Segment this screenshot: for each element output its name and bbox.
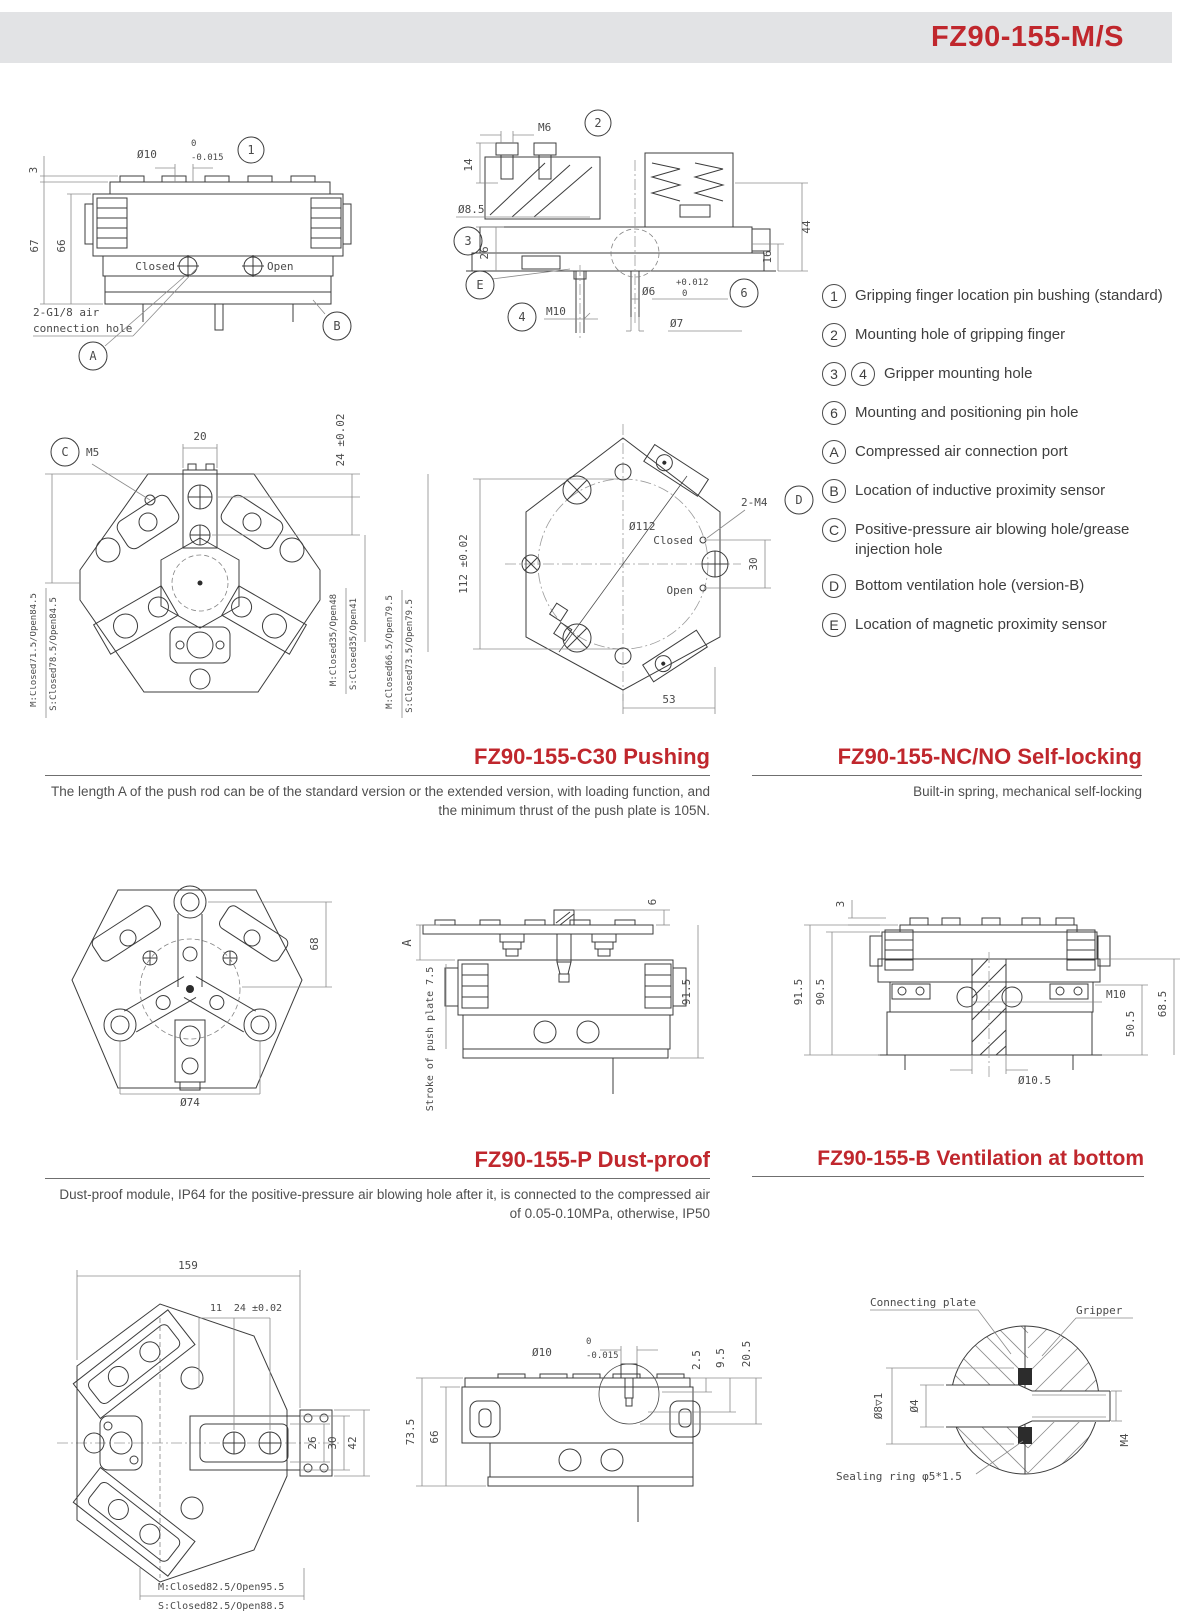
drawing-bottom-view (435, 402, 835, 727)
page-header-banner (0, 12, 1172, 63)
dim-dia10-tol-upper: 0 (191, 139, 197, 149)
dim-30: 30 (326, 1436, 339, 1450)
dim-24: 24 ±0.02 (334, 413, 347, 467)
dim-2m4: 2-M4 (741, 496, 768, 509)
callout-3-label: 3 (464, 234, 472, 248)
legend-item-2 (822, 325, 1174, 347)
legend-key-1: 1 (822, 284, 846, 308)
section-pushing-rule (45, 775, 710, 776)
callout-1 (238, 137, 264, 163)
legend-text-3-4: Gripper mounting hole (884, 365, 1033, 382)
legend-key-4: 4 (851, 362, 875, 386)
dim-dia4: Ø4 (908, 1399, 921, 1413)
legend-text-C: Positive-pressure air blowing hole/grease injection hole (855, 521, 1130, 558)
label-stroke-of-push-plate: Stroke of push plate 7.5 (425, 966, 436, 1112)
legend-text-D: Bottom ventilation hole (version-B) (855, 577, 1085, 594)
dim-dia6-tol-upper: +0.012 (676, 278, 709, 288)
legend-item-E (822, 615, 1174, 637)
legend-text-2: Mounting hole of gripping finger (855, 326, 1066, 343)
legend-text-A: Compressed air connection port (855, 443, 1068, 460)
legend-item-C (822, 520, 1174, 559)
section-dust-proof (45, 1147, 710, 1223)
section-ventilation (752, 1147, 1144, 1183)
callout-1-label: 1 (247, 143, 255, 157)
dim-2-5: 2.5 (690, 1350, 703, 1370)
callout-D-label: D (795, 493, 803, 507)
dim-68-5: 68.5 (1156, 990, 1169, 1018)
drawing-front-view (25, 108, 420, 373)
dim-91-5: 91.5 (792, 978, 805, 1006)
dim-dia8-5: Ø8.5 (458, 203, 485, 216)
front-view-geometry (85, 176, 351, 330)
dim-66: 66 (55, 239, 68, 253)
callout-C (51, 438, 79, 466)
legend-key-C: C (822, 518, 846, 542)
dim-dia6-tol-lower: 0 (682, 289, 688, 299)
section-self-locking (752, 744, 1142, 801)
section-self-locking-title: FZ90-155-NC/NO Self-locking (837, 744, 1142, 769)
dim-dia7: Ø7 (670, 317, 684, 330)
travel-s: S:Closed82.5/Open88.5 (158, 1601, 285, 1611)
section-pushing (45, 744, 710, 820)
dim-20: 20 (193, 430, 207, 443)
travel-right-m: M:Closed66.5/Open79.5 (385, 595, 395, 709)
dim-66: 66 (428, 1430, 441, 1444)
callout-D (785, 486, 813, 514)
dim-53: 53 (662, 693, 676, 706)
section-dust-proof-title: FZ90-155-P Dust-proof (474, 1147, 710, 1172)
drawing-ventilation-detail (828, 1258, 1193, 1488)
dim-30: 30 (747, 557, 760, 571)
travel-mid-m: M:Closed35/Open48 (329, 593, 339, 687)
callout-A (79, 342, 107, 370)
label-air-line1: 2-G1/8 air (33, 306, 100, 319)
pushing-top-geometry (72, 886, 302, 1090)
dim-14: 14 (462, 158, 475, 172)
label-air-line2: connection hole (33, 322, 133, 335)
drawing-section-view (430, 105, 845, 370)
dim-dia74: Ø74 (180, 1096, 200, 1109)
label-open: Open (666, 584, 693, 597)
dust-side-dim-lines (416, 1346, 762, 1486)
section-dust-proof-rule (45, 1178, 710, 1179)
top-view-geometry (80, 464, 320, 692)
label-sealing-ring: Sealing ring φ5*1.5 (836, 1470, 962, 1483)
section-dust-proof-description: Dust-proof module, IP64 for the positive-pressure air blowing hole after it, is connected to the compressed air of 0.05-0.10MPa, otherwise, IP50 (59, 1187, 710, 1222)
callout-6 (730, 279, 758, 307)
dim-67: 67 (28, 239, 41, 253)
section-self-locking-description: Built-in spring, mechanical self-locking (913, 784, 1142, 799)
dim-44: 44 (800, 220, 813, 234)
travel-mid-s: S:Closed35/Open41 (349, 597, 359, 691)
callout-2 (585, 110, 611, 136)
travel-left-m: M:Closed71.5/Open84.5 (30, 593, 39, 707)
callout-legend (822, 286, 1174, 654)
dim-dia10-tol-upper: 0 (586, 1337, 592, 1347)
legend-item-D (822, 576, 1174, 598)
legend-text-E: Location of magnetic proximity sensor (855, 616, 1107, 633)
dim-26: 26 (478, 246, 491, 260)
travel-m: M:Closed82.5/Open95.5 (158, 1582, 285, 1593)
callout-E-label: E (476, 278, 484, 292)
section-pushing-title: FZ90-155-C30 Pushing (474, 744, 710, 769)
section-self-locking-rule (752, 775, 1142, 776)
travel-right-s: S:Closed73.5/Open79.5 (405, 599, 415, 713)
dim-16: 16 (761, 250, 774, 264)
section-view-geometry (466, 143, 776, 333)
legend-text-1: Gripping finger location pin bushing (standard) (855, 287, 1163, 304)
callout-C-label: C (61, 445, 69, 459)
dim-11: 11 (209, 1303, 223, 1314)
dim-112: 112 ±0.02 (457, 534, 470, 594)
label-closed: Closed (135, 260, 175, 273)
drawing-top-view (30, 402, 435, 727)
legend-item-3-4 (822, 364, 1174, 386)
legend-key-3: 3 (822, 362, 846, 386)
dim-dia10: Ø10 (532, 1346, 552, 1359)
label-gripper: Gripper (1076, 1304, 1123, 1317)
dust-side-geometry (462, 1364, 700, 1522)
dim-m6: M6 (538, 121, 552, 134)
callout-4 (508, 303, 536, 331)
legend-text-6: Mounting and positioning pin hole (855, 404, 1079, 421)
legend-key-6: 6 (822, 401, 846, 425)
legend-key-B: B (822, 479, 846, 503)
dim-dia10-tol-lower: -0.015 (586, 1351, 619, 1361)
drawing-self-locking-side-view (790, 852, 1200, 1092)
drawing-pushing-top-view (50, 848, 360, 1110)
dim-m5: M5 (86, 446, 100, 459)
dim-3: 3 (27, 166, 40, 174)
callout-A-label: A (89, 349, 97, 363)
pushing-side-dim-lines (416, 910, 704, 1058)
dim-50-5: 50.5 (1124, 1010, 1137, 1038)
dim-m10: M10 (1106, 988, 1126, 1001)
dim-3: 3 (834, 900, 847, 908)
legend-text-B: Location of inductive proximity sensor (855, 482, 1106, 499)
dim-90-5: 90.5 (814, 978, 827, 1006)
dim-m10: M10 (546, 305, 566, 318)
dim-159: 159 (178, 1259, 198, 1272)
drawing-pushing-side-view (400, 852, 710, 1120)
legend-key-2: 2 (822, 323, 846, 347)
callout-4-label: 4 (518, 310, 526, 324)
legend-item-6 (822, 403, 1174, 425)
bottom-view-dim-lines (473, 479, 771, 714)
dim-dia10: Ø10 (137, 148, 157, 161)
label-connecting-plate: Connecting plate (870, 1296, 976, 1309)
dim-m4: M4 (1118, 1433, 1131, 1447)
dim-dia6: Ø6 (642, 285, 656, 298)
dim-68: 68 (308, 937, 321, 951)
callout-B (323, 312, 351, 340)
section-ventilation-rule (752, 1176, 1144, 1177)
top-view-dim-lines (45, 444, 428, 718)
drawing-dust-proof-side-view (400, 1282, 795, 1577)
section-ventilation-title: FZ90-155-B Ventilation at bottom (817, 1147, 1144, 1170)
dim-A: A (400, 939, 414, 947)
dim-91-5: 91.5 (680, 978, 693, 1006)
callout-6-label: 6 (740, 286, 748, 300)
travel-left-s: S:Closed78.5/Open84.5 (49, 597, 59, 711)
label-open: Open (267, 260, 294, 273)
legend-key-E: E (822, 613, 846, 637)
dim-24: 24 ±0.02 (233, 1303, 283, 1314)
legend-item-A (822, 442, 1174, 464)
dim-20-5: 20.5 (740, 1340, 753, 1368)
dim-dia10-5: Ø10.5 (1018, 1074, 1052, 1087)
legend-item-1 (822, 286, 1174, 308)
locking-side-dim-lines (804, 900, 1180, 1074)
legend-key-D: D (822, 574, 846, 598)
dust-top-dim-lines (77, 1270, 370, 1600)
dim-42: 42 (346, 1436, 359, 1450)
callout-E (466, 271, 494, 299)
dim-26: 26 (306, 1436, 319, 1450)
callout-B-label: B (333, 319, 341, 333)
dim-9-5: 9.5 (714, 1348, 727, 1368)
section-pushing-description: The length A of the push rod can be of the standard version or the extended version, with loading function, and the minimum thrust of the push plate is 105N. (51, 784, 710, 819)
dim-73-5: 73.5 (404, 1418, 417, 1446)
legend-key-A: A (822, 440, 846, 464)
dim-6: 6 (646, 898, 659, 906)
label-closed: Closed (653, 534, 693, 547)
legend-item-B (822, 481, 1174, 503)
product-model-title: FZ90-155-M/S (931, 21, 1124, 53)
callout-2-label: 2 (594, 116, 602, 130)
drawing-dust-proof-top-view (42, 1238, 392, 1611)
dim-dia10-tol-lower: -0.015 (191, 153, 224, 163)
dim-dia8-depth: Ø8▽1 (872, 1392, 885, 1420)
locking-side-geometry (870, 918, 1110, 1070)
dim-dia112: Ø112 (629, 520, 656, 533)
pushing-side-geometry (423, 910, 686, 1094)
